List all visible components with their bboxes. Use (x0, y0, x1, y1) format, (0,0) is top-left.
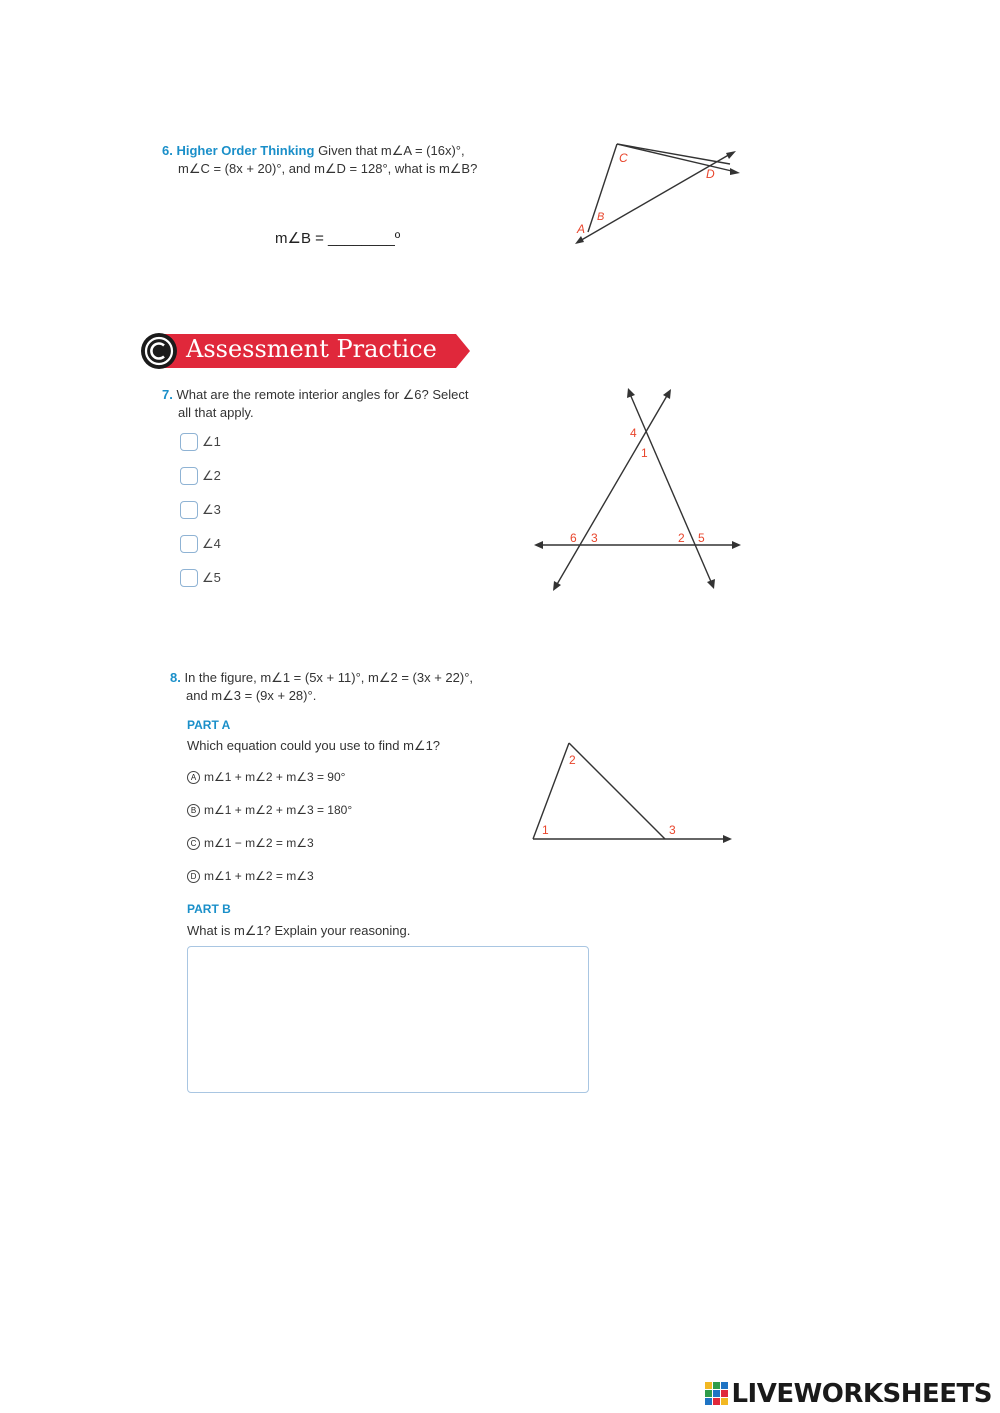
q7-label-6: 6 (570, 531, 577, 545)
q7-label-2: 2 (678, 531, 685, 545)
q7-line-falling (630, 394, 712, 584)
q6-arrow-cd (730, 168, 740, 175)
q8-text (170, 669, 550, 705)
q7-arrow-rising-bottom (553, 581, 561, 591)
q8-label-1: 1 (542, 823, 549, 837)
q7-number: 7. (162, 387, 173, 402)
choice-letter-d-icon: D (187, 870, 200, 883)
q6-label-a: A (577, 222, 586, 236)
q8-side-12 (533, 743, 569, 839)
q8-choice-d[interactable] (187, 868, 352, 884)
q6-number: 6. (162, 143, 173, 158)
q6-answer-prefix: m∠B = (275, 230, 329, 247)
q7-option-label: ∠2 (202, 468, 221, 483)
q7-line-rising (556, 394, 668, 586)
q6-label-c: C (619, 151, 628, 165)
q6-answer-line (275, 229, 400, 247)
q7-option-1[interactable] (180, 431, 221, 453)
q7-label-1: 1 (641, 446, 648, 460)
q7-label-4: 4 (630, 426, 637, 440)
q7-option-3[interactable] (180, 499, 221, 521)
q7-figure (530, 380, 750, 600)
q7-option-2[interactable] (180, 465, 221, 487)
q7-line2: all that apply. (178, 405, 254, 420)
q8-choices (187, 769, 352, 884)
q6-text (162, 142, 522, 178)
q7-options (180, 431, 221, 589)
q8-side-23 (569, 743, 665, 839)
q7-arrow-falling-bottom (707, 579, 715, 589)
q7-arrow-right (732, 541, 741, 549)
choice-letter-b-icon: B (187, 804, 200, 817)
q8-number: 8. (170, 670, 181, 685)
footer-brand (705, 1379, 992, 1409)
q8-choice-b[interactable] (187, 802, 352, 818)
q7-arrow-rising-top (663, 389, 671, 399)
q8-label-3: 3 (669, 823, 676, 837)
q7-arrow-falling-top (627, 388, 635, 398)
q7-label-5: 5 (698, 531, 705, 545)
liveworksheets-logo-icon (705, 1382, 729, 1406)
q7-option-label: ∠3 (202, 502, 221, 517)
q6-label-b: B (597, 211, 605, 223)
assessment-title: Assessment Practice (186, 335, 437, 363)
q6-line2: m∠C = (8x + 20)°, and m∠D = 128°, what is m∠B? (178, 161, 478, 176)
q7-option-label: ∠5 (202, 570, 221, 585)
footer-brand-text: LIVEWORKSHEETS (731, 1379, 992, 1409)
q6-answer-degree: º (394, 230, 401, 247)
q6-arrow-a (575, 236, 584, 244)
q8-choice-a[interactable] (187, 769, 352, 785)
q8-arrow-right (723, 835, 732, 843)
q8-line1: In the figure, m∠1 = (5x + 11)°, m∠2 = (3x + 22)°, (184, 670, 474, 685)
q8-choice-text: m∠1 + m∠2 + m∠3 = 90° (204, 770, 346, 784)
choice-letter-a-icon: A (187, 771, 200, 784)
q8-part-a-question: Which equation could you use to find m∠1? (187, 738, 441, 753)
q7-text (162, 386, 522, 422)
q8-choice-text: m∠1 + m∠2 = m∠3 (204, 869, 314, 883)
q7-option-label: ∠4 (202, 536, 221, 551)
q8-choice-text: m∠1 + m∠2 + m∠3 = 180° (204, 803, 353, 817)
q8-figure (525, 735, 740, 850)
q7-label-3: 3 (591, 531, 598, 545)
q6-line1: Given that m∠A = (16x)°, (318, 143, 465, 158)
q6-label-d: D (706, 167, 715, 181)
q8-answer-box[interactable] (187, 946, 589, 1093)
q6-figure (560, 130, 760, 260)
q6-label: Higher Order Thinking (176, 143, 315, 158)
choice-letter-c-icon: C (187, 837, 200, 850)
q6-segment-cd (617, 144, 730, 164)
q8-choice-text: m∠1 − m∠2 = m∠3 (204, 836, 314, 850)
q8-part-a-label: PART A (187, 718, 231, 732)
q8-part-b-label: PART B (187, 902, 231, 916)
q7-option-5[interactable] (180, 567, 221, 589)
q7-checkbox-4[interactable] (180, 535, 198, 553)
q6-arrow-ad (726, 151, 736, 159)
q6-ray-cd (617, 144, 736, 172)
q7-checkbox-2[interactable] (180, 467, 198, 485)
q7-arrow-left (534, 541, 543, 549)
q6-answer-blank[interactable]: ________ (328, 230, 395, 247)
q7-checkbox-5[interactable] (180, 569, 198, 587)
q7-option-label: ∠1 (202, 434, 221, 449)
q8-label-2: 2 (569, 753, 576, 767)
assessment-banner (140, 332, 470, 370)
q7-checkbox-1[interactable] (180, 433, 198, 451)
q8-choice-c[interactable] (187, 835, 352, 851)
q7-line1: What are the remote interior angles for ∠6? Select (176, 387, 469, 402)
q8-line2: and m∠3 = (9x + 28)°. (186, 688, 317, 703)
q7-option-4[interactable] (180, 533, 221, 555)
q7-checkbox-3[interactable] (180, 501, 198, 519)
q8-part-b-question: What is m∠1? Explain your reasoning. (187, 923, 411, 938)
